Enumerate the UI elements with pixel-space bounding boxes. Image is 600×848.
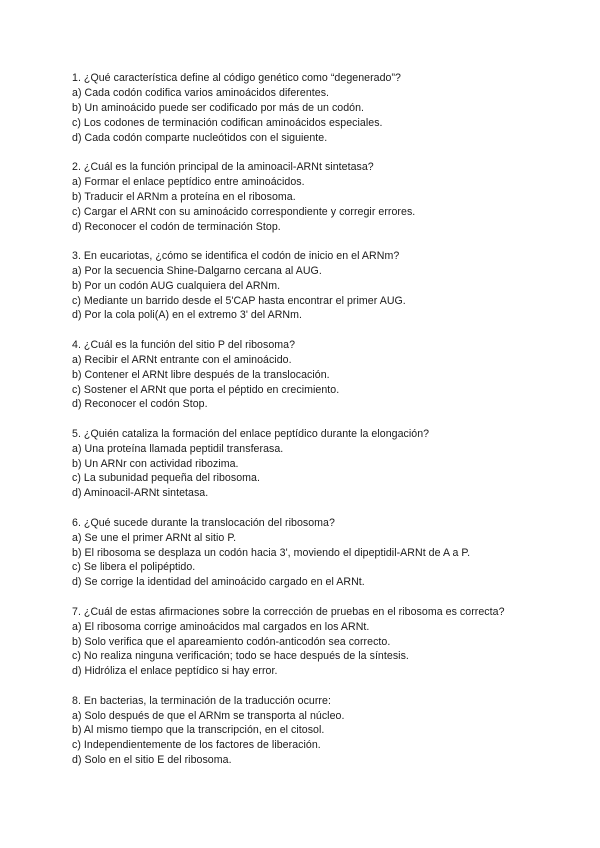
question-text: 4. ¿Cuál es la función del sitio P del ribosoma? <box>72 338 296 351</box>
question-6 <box>72 516 592 590</box>
answer-option-d: d) Aminoacil-ARNt sintetasa. <box>72 487 209 500</box>
answer-option-a: a) Por la secuencia Shine-Dalgarno cercana al AUG. <box>72 264 322 277</box>
answer-option-d: d) Hidróliza el enlace peptídico si hay error. <box>72 665 278 678</box>
answer-option-c: c) Sostener el ARNt que porta el péptido en crecimiento. <box>72 383 340 396</box>
question-text: 2. ¿Cuál es la función principal de la aminoacil-ARNt sintetasa? <box>72 160 374 173</box>
answer-option-b: b) Contener el ARNt libre después de la translocación. <box>72 368 330 381</box>
answer-option-a: a) Recibir el ARNt entrante con el aminoácido. <box>72 353 292 366</box>
question-list <box>72 71 592 783</box>
answer-option-d: d) Reconocer el codón Stop. <box>72 398 208 411</box>
answer-option-c: c) La subunidad pequeña del ribosoma. <box>72 472 260 485</box>
answer-option-b: b) Solo verifica que el apareamiento codón-anticodón sea correcto. <box>72 635 391 648</box>
answer-option-c: c) Los codones de terminación codifican aminoácidos especiales. <box>72 116 383 129</box>
answer-option-b: b) Por un codón AUG cualquiera del ARNm. <box>72 279 281 292</box>
question-7 <box>72 605 592 679</box>
answer-option-c: c) Independientemente de los factores de liberación. <box>72 739 321 752</box>
answer-option-b: b) El ribosoma se desplaza un codón hacia 3', moviendo el dipeptidil-ARNt de A a P. <box>72 546 471 559</box>
answer-option-d: d) Reconocer el codón de terminación Stop. <box>72 220 281 233</box>
question-1 <box>72 71 592 145</box>
answer-option-a: a) Se une el primer ARNt al sitio P. <box>72 531 237 544</box>
answer-option-a: a) El ribosoma corrige aminoácidos mal cargados en los ARNt. <box>72 620 370 633</box>
answer-option-b: b) Un aminoácido puede ser codificado por más de un codón. <box>72 101 365 114</box>
question-text: 5. ¿Quién cataliza la formación del enlace peptídico durante la elongación? <box>72 427 430 440</box>
question-text: 7. ¿Cuál de estas afirmaciones sobre la corrección de pruebas en el ribosoma es correcta? <box>72 605 505 618</box>
question-5 <box>72 427 592 501</box>
answer-option-d: d) Por la cola poli(A) en el extremo 3' del ARNm. <box>72 309 302 322</box>
question-3 <box>72 249 592 323</box>
answer-option-d: d) Solo en el sitio E del ribosoma. <box>72 754 232 767</box>
question-8 <box>72 694 592 768</box>
answer-option-c: c) Cargar el ARNt con su aminoácido correspondiente y corregir errores. <box>72 205 416 218</box>
answer-option-d: d) Cada codón comparte nucleótidos con el siguiente. <box>72 131 328 144</box>
answer-option-b: b) Un ARNr con actividad ribozima. <box>72 457 239 470</box>
answer-option-b: b) Traducir el ARNm a proteína en el ribosoma. <box>72 190 296 203</box>
answer-option-c: c) No realiza ninguna verificación; todo se hace después de la síntesis. <box>72 650 409 663</box>
question-4 <box>72 338 592 412</box>
question-text: 1. ¿Qué característica define al código genético como “degenerado”? <box>72 72 402 84</box>
question-text: 8. En bacterias, la terminación de la traducción ocurre: <box>72 694 331 707</box>
question-text: 6. ¿Qué sucede durante la translocación del ribosoma? <box>72 516 335 529</box>
answer-option-a: a) Solo después de que el ARNm se transporta al núcleo. <box>72 709 345 722</box>
answer-option-a: a) Cada codón codifica varios aminoácidos diferentes. <box>72 86 330 99</box>
answer-option-d: d) Se corrige la identidad del aminoácido cargado en el ARNt. <box>72 576 365 589</box>
answer-option-a: a) Formar el enlace peptídico entre aminoácidos. <box>72 175 305 188</box>
question-2 <box>72 160 592 234</box>
answer-option-c: c) Se libera el polipéptido. <box>72 561 196 574</box>
answer-option-a: a) Una proteína llamada peptidil transferasa. <box>72 442 284 455</box>
answer-option-c: c) Mediante un barrido desde el 5'CAP hasta encontrar el primer AUG. <box>72 294 406 307</box>
question-text: 3. En eucariotas, ¿cómo se identifica el codón de inicio en el ARNm? <box>72 249 400 262</box>
answer-option-b: b) Al mismo tiempo que la transcripción, en el citosol. <box>72 724 325 737</box>
